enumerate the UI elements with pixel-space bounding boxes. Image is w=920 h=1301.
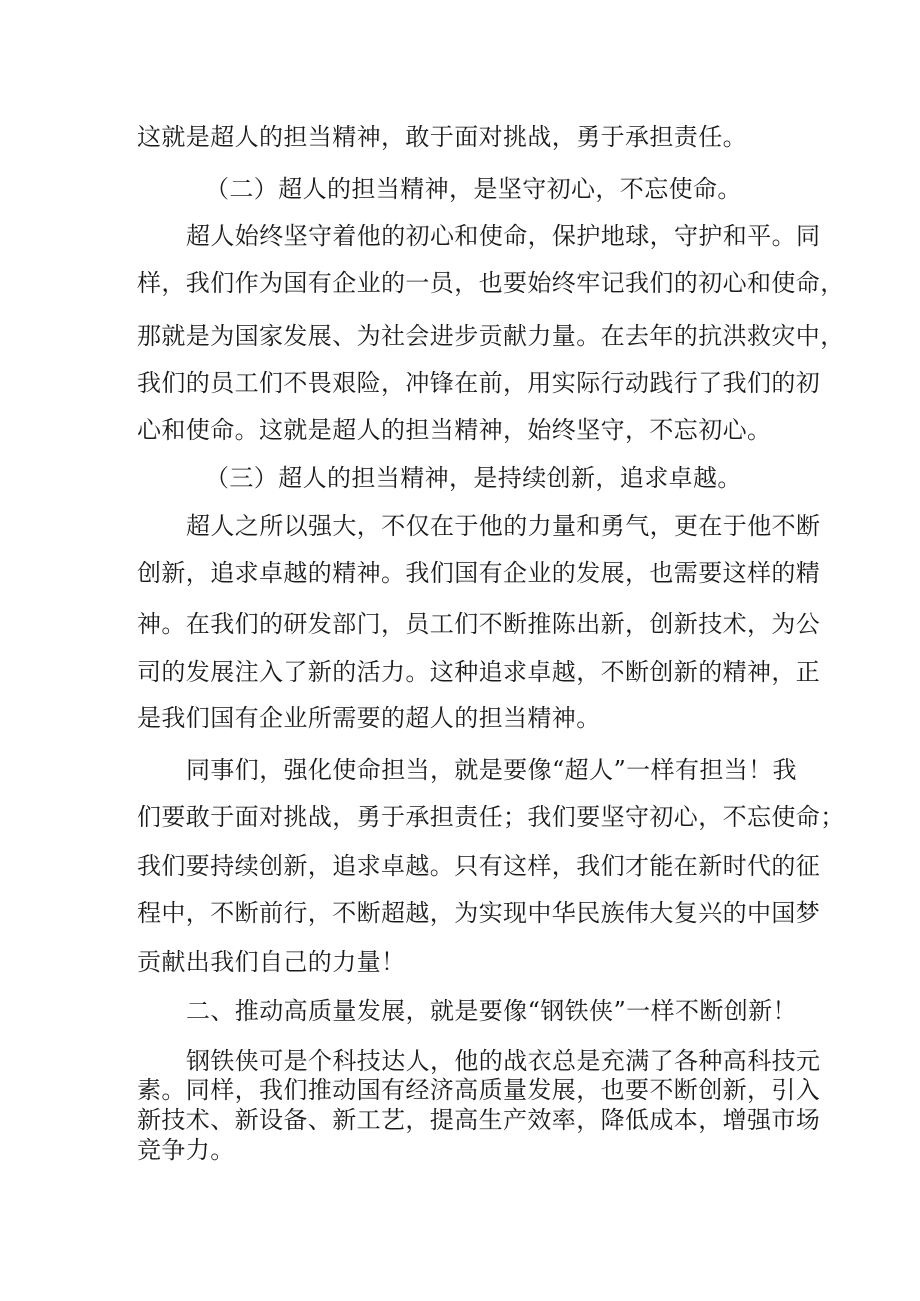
paragraph-line: 们要敢于面对挑战，勇于承担责任；我们要坚守初心，不忘使命；	[137, 803, 845, 831]
paragraph-line: 同事们，强化使命担当，就是要像“超人”一样有担当！我	[186, 756, 797, 784]
section-heading: （三）超人的担当精神，是持续创新，追求卓越。	[205, 464, 742, 492]
paragraph-line: 创新，追求卓越的精神。我们国有企业的发展，也需要这样的精	[137, 559, 821, 587]
paragraph-line: 钢铁侠可是个科技达人，他的战衣总是充满了各种高科技元	[186, 1047, 821, 1075]
section-heading: （二）超人的担当精神，是坚守初心，不忘使命。	[205, 175, 742, 203]
paragraph-line: 心和使命。这就是超人的担当精神，始终坚守，不忘初心。	[137, 416, 772, 444]
paragraph-line: 神。在我们的研发部门，员工们不断推陈出新，创新技术，为公	[137, 610, 821, 638]
paragraph-line: 司的发展注入了新的活力。这种追求卓越，不断创新的精神，正	[137, 658, 821, 686]
paragraph-line: 竞争力。	[137, 1136, 235, 1164]
paragraph-line: 是我们国有企业所需要的超人的担当精神。	[137, 704, 601, 732]
paragraph-line: 那就是为国家发展、为社会进步贡献力量。在去年的抗洪救灾中，	[137, 322, 845, 350]
paragraph-line: 贡献出我们自己的力量！	[137, 948, 406, 976]
paragraph-line: 样，我们作为国有企业的一员，也要始终牢记我们的初心和使命，	[137, 269, 845, 297]
paragraph-line: 超人之所以强大，不仅在于他的力量和勇气，更在于他不断	[186, 512, 821, 540]
paragraph-line: 新技术、新设备、新工艺，提高生产效率，降低成本，增强市场	[137, 1106, 821, 1134]
paragraph-line: 超人始终坚守着他的初心和使命，保护地球，守护和平。同	[186, 222, 821, 250]
paragraph-line: 我们要持续创新，追求卓越。只有这样，我们才能在新时代的征	[137, 852, 821, 880]
paragraph-line: 这就是超人的担当精神，敢于面对挑战，勇于承担责任。	[137, 123, 747, 151]
paragraph-line: 程中，不断前行，不断超越，为实现中华民族伟大复兴的中国梦	[137, 899, 821, 927]
paragraph-line: 我们的员工们不畏艰险，冲锋在前，用实际行动践行了我们的初	[137, 369, 821, 397]
paragraph-line: 素。同样，我们推动国有经济高质量发展，也要不断创新，引入	[137, 1076, 821, 1104]
section-heading: 二、推动高质量发展，就是要像“钢铁侠”一样不断创新！	[186, 997, 797, 1025]
